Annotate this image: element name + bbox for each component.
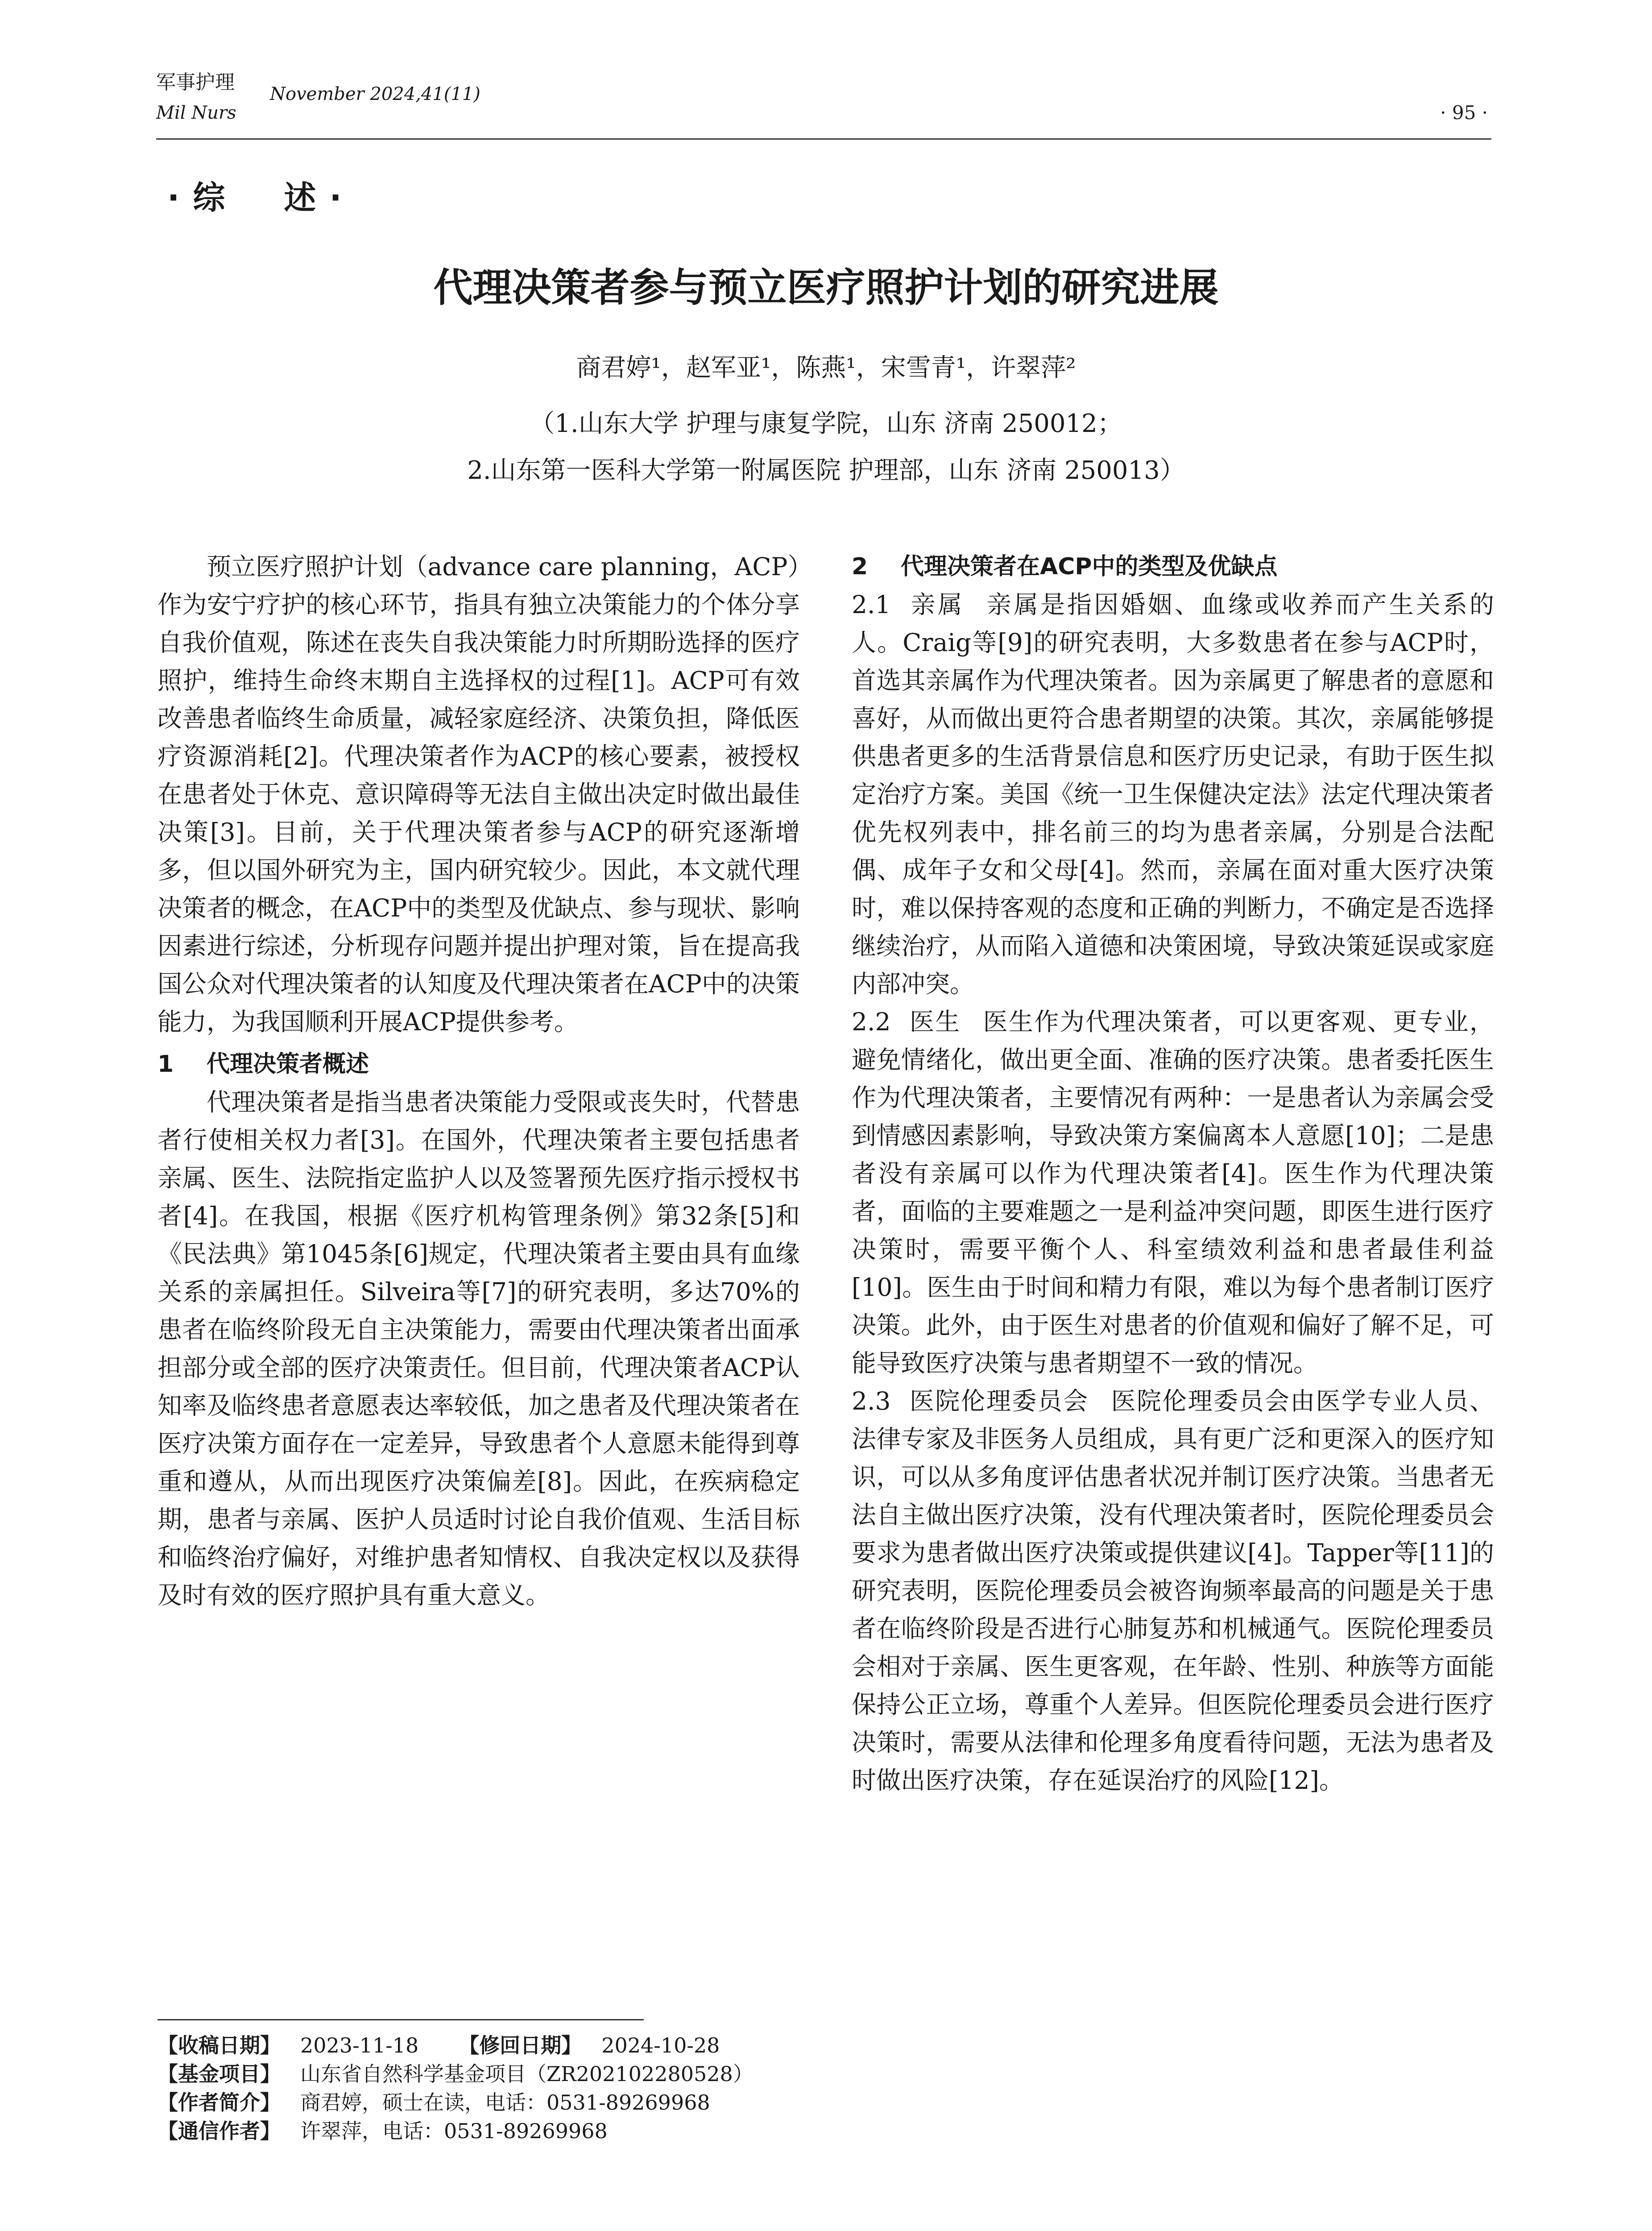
section-2-title: 代理决策者在ACP中的类型及优缺点 [901,553,1278,580]
subsection-2-1-label: 亲属 [908,590,965,619]
author-bio-label: 【作者简介】 [157,2090,281,2115]
section-1-heading [157,1045,800,1083]
corresponding-label: 【通信作者】 [157,2119,281,2143]
footnote-fund [157,2060,754,2088]
header-rule [156,138,1491,140]
subsection-2-1-text: 亲属是指因婚姻、血缘或收养而产生关系的人。Craig等[9]的研究表明，大多数患者在参与ACP时，首选其亲属作为代理决策者。因为亲属更了解患者的意愿和喜好，从而做出更符合患者期望的决策。其次，亲属能够提供患者更多的生活背景信息和医疗历史记录，有助于医生拟定治疗方案。美国《统一卫生保健决定法》法定代理决策者优先权列表中，排名前三的均为患者亲属，分别是合法配偶、成年子女和父母[4]。然而，亲属在面对重大医疗决策时，难以保持客观的态度和正确的判断力，不确定是否选择继续治疗，从而陷入道德和决策困境，导致决策延误或家庭内部冲突。 [852,590,1494,998]
fund-value: 山东省自然科学基金项目（ZR202102280528） [300,2062,754,2086]
corresponding-value: 许翠萍，电话：0531-89269968 [300,2119,608,2143]
footnote-correspondence [157,2117,754,2145]
subsection-2-1-number: 2.1 [852,590,891,619]
section-1-title: 代理决策者概述 [207,1051,369,1078]
received-label: 【收稿日期】 [157,2033,281,2057]
subsection-2-2 [852,1003,1494,1382]
author-bio-value: 商君婷，硕士在读，电话：0531-89269968 [300,2090,710,2115]
subsection-2-1 [852,586,1494,1003]
right-column [852,548,1494,1800]
journal-name-cn: 军事护理 [156,71,235,94]
subsection-2-3-label: 医院伦理委员会 [908,1387,1089,1415]
page-number: · 95 · [1440,102,1488,124]
article-title: 代理决策者参与预立医疗照护计划的研究进展 [433,265,1219,311]
footnotes [157,2031,754,2145]
subsection-2-2-number: 2.2 [852,1008,891,1036]
intro-paragraph: 预立医疗照护计划（advance care planning，ACP）作为安宁疗护的核心环节，指具有独立决策能力的个体分享自我价值观，陈述在丧失自我决策能力时所期盼选择的医疗照护，维持生命终末期自主选择权的过程[1]。ACP可有效改善患者临终生命质量，减轻家庭经济、决策负担，降低医疗资源消耗[2]。代理决策者作为ACP的核心要素，被授权在患者处于休克、意识障碍等无法自主做出决定时做出最佳决策[3]。目前，关于代理决策者参与ACP的研究逐渐增多，但以国外研究为主，国内研究较少。因此，本文就代理决策者的概念，在ACP中的类型及优缺点、参与现状、影响因素进行综述，分析现存问题并提出护理对策，旨在提高我国公众对代理决策者的认知度及代理决策者在ACP中的决策能力，为我国顺利开展ACP提供参考。 [157,552,800,1036]
subsection-2-3-text: 医院伦理委员会由医学专业人员、法律专家及非医务人员组成，具有更广泛和更深入的医疗知识，可以从多角度评估患者状况并制订医疗决策。当患者无法自主做出医疗决策，没有代理决策者时，医院伦理委员会要求为患者做出医疗决策或提供建议[4]。Tapper等[11]的研究表明，医院伦理委员会被咨询频率最高的问题是关于患者在临终阶段是否进行心肺复苏和机械通气。医院伦理委员会相对于亲属、医生更客观，在年龄、性别、种族等方面能保持公正立场，尊重个人差异。但医院伦理委员会进行医疗决策时，需要从法律和伦理多角度看待问题，无法为患者及时做出医疗决策，存在延误治疗的风险[12]。 [852,1387,1494,1795]
left-column [157,548,800,1614]
subsection-2-3-number: 2.3 [852,1387,891,1415]
revised-label: 【修回日期】 [459,2033,582,2057]
footnote-rule [157,2019,644,2020]
section-2-heading [852,548,1494,586]
section-1-paragraph: 代理决策者是指当患者决策能力受限或丧失时，代替患者行使相关权力者[3]。在国外，代理决策者主要包括患者亲属、医生、法院指定监护人以及签署预先医疗指示授权书者[4]。在我国，根据《医疗机构管理条例》第32条[5]和《民法典》第1045条[6]规定，代理决策者主要由具有血缘关系的亲属担任。Silveira等[7]的研究表明，多达70%的患者在临终阶段无自主决策能力，需要由代理决策者出面承担部分或全部的医疗决策责任。但目前，代理决策者ACP认知率及临终患者意愿表达率较低，加之患者及代理决策者在医疗决策方面存在一定差异，导致患者个人意愿未能得到尊重和遵从，从而出现医疗决策偏差[8]。因此，在疾病稳定期，患者与亲属、医护人员适时讨论自我价值观、生活目标和临终治疗偏好，对维护患者知情权、自我决定权以及获得及时有效的医疗照护具有重大意义。 [157,1088,800,1609]
fund-label: 【基金项目】 [157,2062,281,2086]
section-tag: ·综 述· [167,179,355,216]
subsection-2-2-label: 医生 [908,1008,961,1036]
journal-issue: November 2024,41(11) [270,84,480,104]
affiliation-1: （1.山东大学 护理与康复学院，山东 济南 250012； [530,409,1122,438]
section-2-number: 2 [852,553,868,580]
received-date: 2023-11-18 [300,2033,419,2057]
author-list: 商君婷¹，赵军亚¹，陈燕¹，宋雪青¹，许翠萍² [576,353,1076,382]
subsection-2-2-text: 医生作为代理决策者，可以更客观、更专业，避免情绪化，做出更全面、准确的医疗决策。患者委托医生作为代理决策者，主要情况有两种：一是患者认为亲属会受到情感因素影响，导致决策方案偏离本人意愿[10]；二是患者没有亲属可以作为代理决策者[4]。医生作为代理决策者，面临的主要难题之一是利益冲突问题，即医生进行医疗决策时，需要平衡个人、科室绩效利益和患者最佳利益[10]。医生由于时间和精力有限，难以为每个患者制订医疗决策。此外，由于医生对患者的价值观和偏好了解不足，可能导致医疗决策与患者期望不一致的情况。 [852,1008,1494,1377]
journal-name-en: Mil Nurs [156,103,236,123]
footnote-author [157,2088,754,2117]
subsection-2-3 [852,1382,1494,1800]
section-1-number: 1 [157,1051,174,1078]
revised-date: 2024-10-28 [601,2033,720,2057]
affiliation-2: 2.山东第一医科大学第一附属医院 护理部，山东 济南 250013） [467,456,1185,485]
footnote-dates [157,2031,754,2060]
